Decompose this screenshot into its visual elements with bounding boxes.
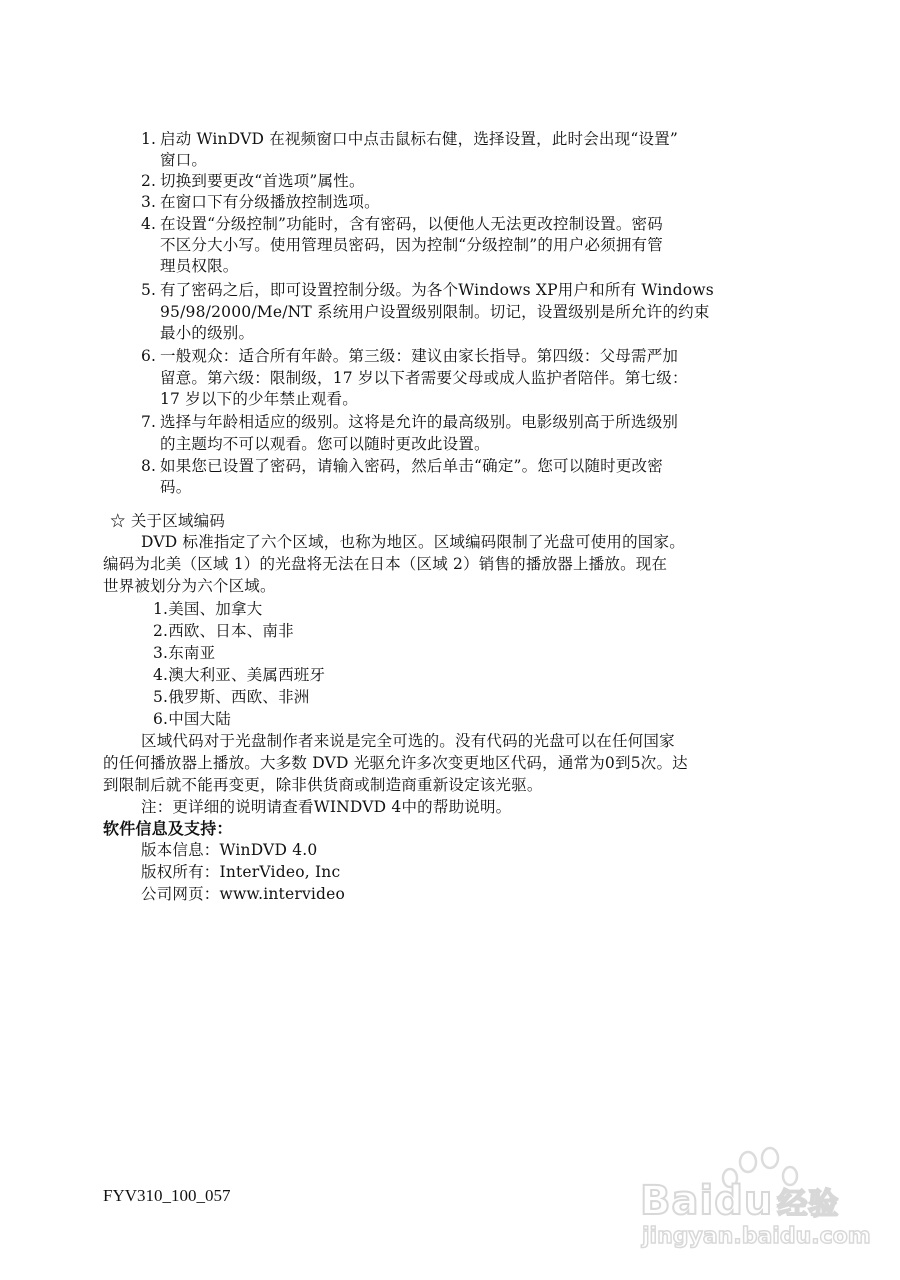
region-item: 6.中国大陆 xyxy=(153,710,231,728)
step-number: 7. xyxy=(141,413,157,431)
region-item: 5.俄罗斯、西欧、非洲 xyxy=(153,688,310,706)
website-info: 公司网页：www.intervideo xyxy=(141,885,346,903)
region-item: 4.澳大利亚、美属西班牙 xyxy=(153,666,326,684)
step-5-line-1 xyxy=(141,280,714,301)
watermark-url: jingyan.baidu.com xyxy=(642,1224,871,1249)
step-text: 有了密码之后，即可设置控制分级。为各个Windows XP用户和所有 Windows xyxy=(160,281,714,299)
step-text: 启动 WinDVD 在视频窗口中点击鼠标右健，选择设置，此时会出现“设置” xyxy=(160,130,678,148)
step-number: 6. xyxy=(141,347,157,365)
region-footnote: 注：更详细的说明请查看WINDVD 4中的帮助说明。 xyxy=(141,798,512,816)
step-text: 选择与年龄相适应的级别。这将是允许的最高级别。电影级别高于所选级别 xyxy=(160,413,679,431)
step-1-line-2: 窗口。 xyxy=(160,151,208,169)
step-7-line-2: 的主题均不可以观看。您可以随时更改此设置。 xyxy=(160,435,490,453)
step-4-line-3: 理员权限。 xyxy=(160,257,239,275)
step-text: 如果您已设置了密码，请输入密码，然后单击“确定”。您可以随时更改密 xyxy=(160,457,663,475)
region-intro-line-1: DVD 标准指定了六个区域，也称为地区。区域编码限制了光盘可使用的国家。 xyxy=(141,533,685,551)
step-7-line-1 xyxy=(141,412,678,433)
step-text: 在窗口下有分级播放控制选项。 xyxy=(160,193,380,211)
region-item: 1.美国、加拿大 xyxy=(153,600,263,618)
step-number: 1. xyxy=(141,130,157,148)
step-2 xyxy=(141,171,365,192)
step-4-line-1 xyxy=(141,214,663,235)
step-text: 在设置“分级控制”功能时，含有密码，以便他人无法更改控制设置。密码 xyxy=(160,215,663,233)
step-text: 一般观众：适合所有年龄。第三级：建议由家长指导。第四级：父母需严加 xyxy=(160,347,679,365)
step-6-line-2: 留意。第六级：限制级，17 岁以下者需要父母或成人监护者陪伴。第七级： xyxy=(160,369,688,387)
step-5-line-2: 95/98/2000/Me/NT 系统用户设置级别限制。切记，设置级别是所允许的约束 xyxy=(160,303,710,321)
step-4-line-2: 不区分大小写。使用管理员密码，因为控制“分级控制”的用户必须拥有管 xyxy=(160,236,663,254)
step-3 xyxy=(141,192,380,213)
version-info: 版本信息：WinDVD 4.0 xyxy=(141,841,318,859)
region-item: 3.东南亚 xyxy=(153,644,216,662)
region-item: 2.西欧、日本、南非 xyxy=(153,622,294,640)
step-number: 4. xyxy=(141,215,157,233)
baidu-jingyan-watermark xyxy=(640,1140,880,1260)
region-heading: ☆ 关于区域编码 xyxy=(110,512,226,530)
step-number: 3. xyxy=(141,193,157,211)
step-number: 5. xyxy=(141,281,157,299)
copyright-info: 版权所有：InterVideo, Inc xyxy=(141,863,341,881)
step-8-line-2: 码。 xyxy=(160,478,192,496)
step-number: 8. xyxy=(141,457,157,475)
region-intro-line-2: 编码为北美（区域 1）的光盘将无法在日本（区域 2）销售的播放器上播放。现在 xyxy=(103,555,668,573)
region-note-line-2: 的任何播放器上播放。大多数 DVD 光驱允许多次变更地区代码，通常为0到5次。达 xyxy=(103,754,688,772)
region-note-line-1: 区域代码对于光盘制作者来说是完全可选的。没有代码的光盘可以在任何国家 xyxy=(141,732,675,750)
step-5-line-3: 最小的级别。 xyxy=(160,324,255,342)
step-6-line-1 xyxy=(141,346,678,367)
document-code: FYV310_100_057 xyxy=(103,1186,231,1205)
region-note-line-3: 到限制后就不能再变更，除非供货商或制造商重新设定该光驱。 xyxy=(103,776,543,794)
step-number: 2. xyxy=(141,172,157,190)
watermark-brand: Baidu 经验 xyxy=(640,1178,840,1224)
region-intro-line-3: 世界被划分为六个区域。 xyxy=(103,577,276,595)
step-6-line-3: 17 岁以下的少年禁止观看。 xyxy=(160,390,358,408)
step-8-line-1 xyxy=(141,456,663,477)
step-1-line-1 xyxy=(141,129,678,150)
step-text: 切换到要更改“首选项”属性。 xyxy=(160,172,365,190)
software-info-heading: 软件信息及支持： xyxy=(103,819,233,838)
